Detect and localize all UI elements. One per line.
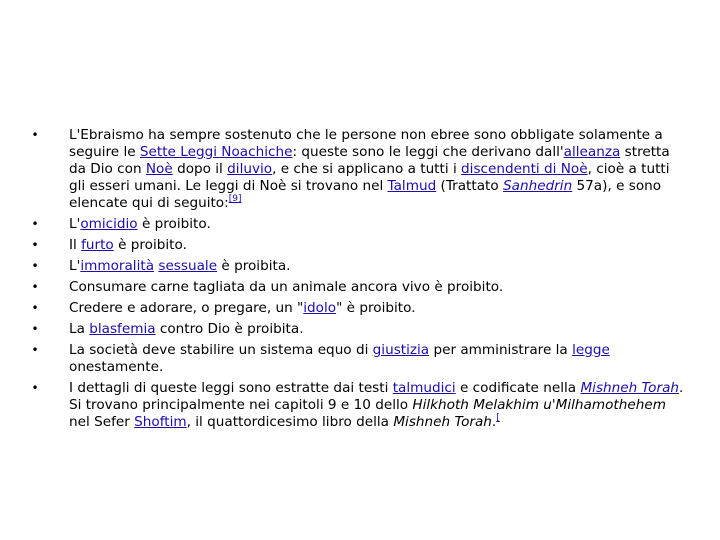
- item-text: è proibita.: [217, 258, 291, 274]
- bullet-icon: •: [31, 301, 39, 315]
- item-text: Il: [69, 237, 82, 253]
- list-item: [30, 380, 690, 431]
- reference-marker: [229, 194, 242, 204]
- list-item: [30, 279, 690, 296]
- link-alleanza[interactable]: alleanza: [563, 144, 621, 160]
- item-text: La società deve stabilire un sistema equo di: [69, 342, 373, 358]
- bullet-icon: •: [31, 128, 39, 142]
- item-text: . Si trovano principalmente nei capitoli 9 e 10 dello: [69, 380, 684, 413]
- item-text: è proibito.: [113, 237, 187, 253]
- item-text: 57a), e sono elencate qui di seguito:: [69, 178, 662, 211]
- link-omicidio[interactable]: omicidio: [80, 216, 138, 232]
- item-text: L'Ebraismo ha sempre sostenuto che le persone non ebree sono obbligate solamente a seguire le: [69, 127, 663, 160]
- link-noe[interactable]: Noè: [145, 161, 173, 177]
- link-shoftim[interactable]: Shoftim: [134, 414, 187, 430]
- item-text: onestamente.: [69, 359, 164, 375]
- link-blasfemia[interactable]: blasfemia: [89, 321, 156, 337]
- link-label: Mishneh Torah: [580, 380, 680, 396]
- bullet-icon: •: [31, 322, 39, 336]
- bullet-list: [30, 127, 690, 435]
- link-sette-leggi-noachiche[interactable]: Sette Leggi Noachiche: [139, 144, 293, 160]
- item-text: contro Dio è proibita.: [155, 321, 304, 337]
- item-text: , cioè a tutti gli esseri umani. Le leggi di Noè si trovano nel: [69, 161, 670, 194]
- item-text: L': [69, 258, 81, 274]
- link-furto[interactable]: furto: [81, 237, 114, 253]
- item-text: Credere e adorare, o pregare, un ": [69, 300, 304, 316]
- list-item: [30, 300, 690, 317]
- bullet-icon: •: [31, 259, 39, 273]
- list-item: [30, 127, 690, 212]
- item-text: Consumare carne tagliata da un animale ancora vivo è proibito.: [69, 279, 504, 295]
- list-item: [30, 258, 690, 275]
- item-text: L': [69, 216, 81, 232]
- book-title: Mishneh Torah: [393, 414, 492, 430]
- link-idolo[interactable]: idolo: [303, 300, 337, 316]
- item-text: " è proibito.: [336, 300, 416, 316]
- item-text: è proibito.: [137, 216, 211, 232]
- book-title: Hilkhoth Melakhim u'Milhamothehem: [412, 397, 666, 413]
- reference-link[interactable]: [: [496, 413, 500, 423]
- item-text: nel Sefer: [69, 414, 135, 430]
- item-text: , il quattordicesimo libro della: [186, 414, 394, 430]
- link-legge[interactable]: legge: [572, 342, 610, 358]
- link-immoralita[interactable]: immoralità: [80, 258, 155, 274]
- list-item: [30, 216, 690, 233]
- item-text: I dettagli di queste leggi sono estratte dai testi: [69, 380, 393, 396]
- bullet-icon: •: [31, 381, 39, 395]
- link-sanhedrin[interactable]: [503, 178, 572, 194]
- item-text: , e che si applicano a tutti i: [272, 161, 462, 177]
- list-item: [30, 342, 690, 376]
- item-text: La: [69, 321, 90, 337]
- bullet-icon: •: [31, 343, 39, 357]
- bullet-icon: •: [31, 280, 39, 294]
- item-text: .: [491, 414, 497, 430]
- item-text: (Trattato: [436, 178, 504, 194]
- link-sessuale[interactable]: sessuale: [158, 258, 218, 274]
- link-giustizia[interactable]: giustizia: [372, 342, 430, 358]
- link-label: Sanhedrin: [503, 178, 573, 194]
- list-item: [30, 237, 690, 254]
- link-mishneh-torah[interactable]: [580, 380, 679, 396]
- item-text: per amministrare la: [429, 342, 573, 358]
- item-text: dopo il: [172, 161, 228, 177]
- list-item: [30, 321, 690, 338]
- item-text: stretta da Dio con: [69, 144, 670, 177]
- item-text: : queste sono le leggi che derivano dall': [292, 144, 564, 160]
- bullet-icon: •: [31, 238, 39, 252]
- link-discendenti-di-noe[interactable]: discendenti di Noè: [461, 161, 588, 177]
- reference-marker: [496, 413, 500, 423]
- link-talmud[interactable]: Talmud: [387, 178, 437, 194]
- reference-link[interactable]: [9]: [228, 194, 242, 204]
- item-text: e codificate nella: [455, 380, 581, 396]
- bullet-icon: •: [31, 217, 39, 231]
- link-talmudici[interactable]: talmudici: [392, 380, 456, 396]
- link-diluvio[interactable]: diluvio: [227, 161, 273, 177]
